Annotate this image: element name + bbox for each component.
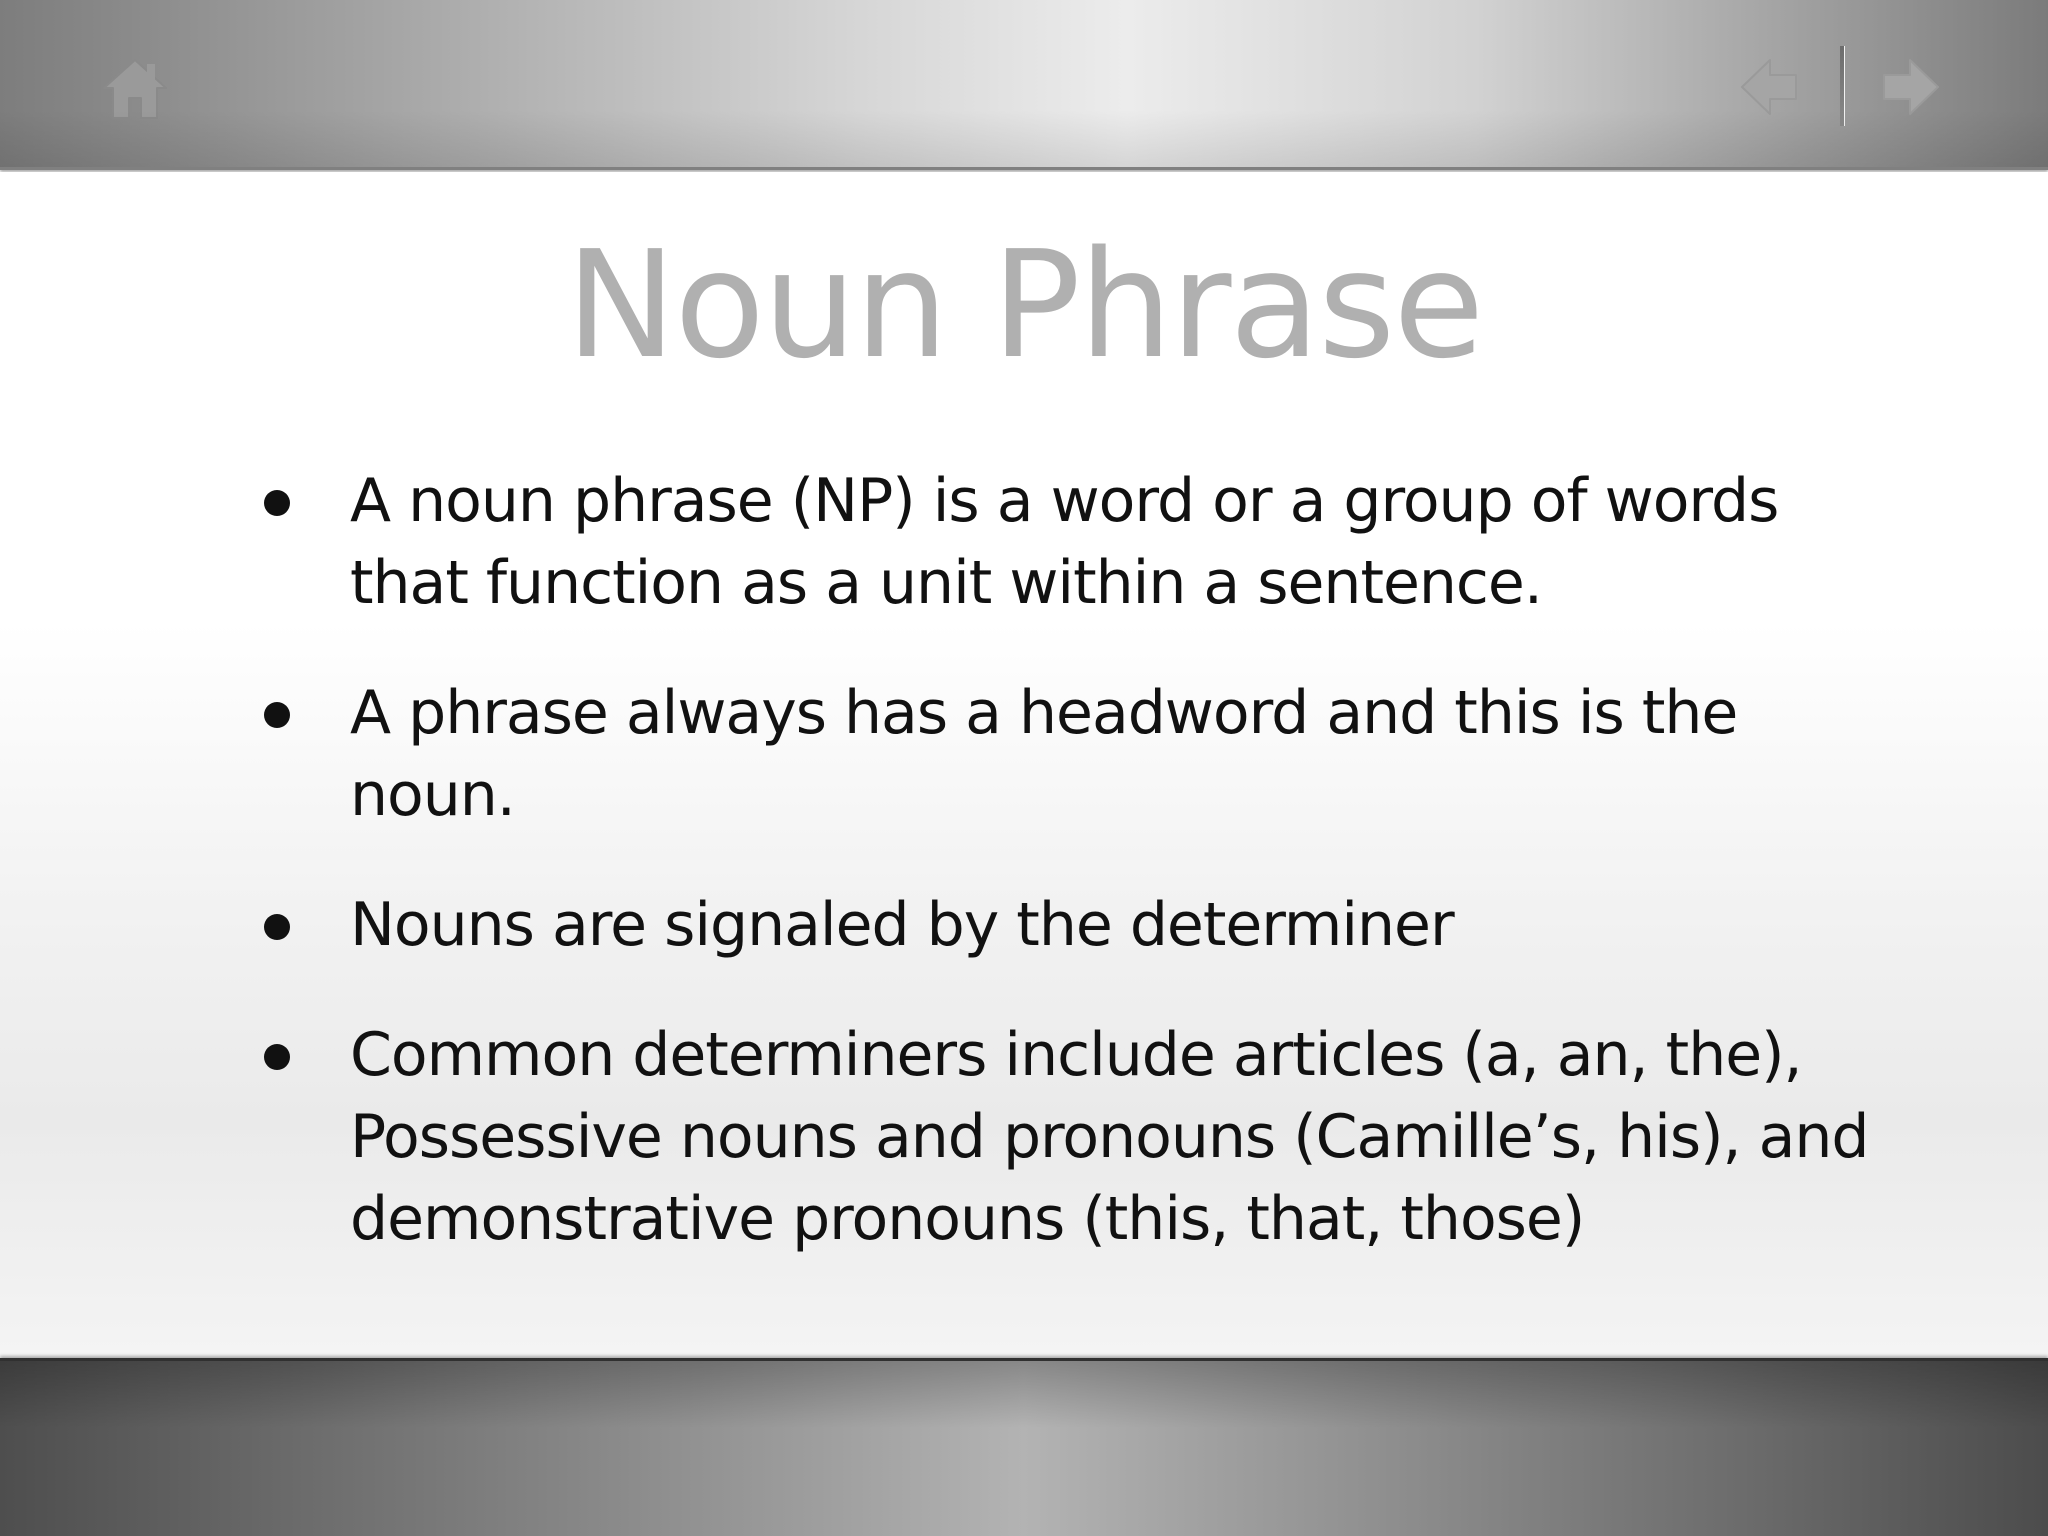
top-toolbar xyxy=(0,0,2048,170)
bullet-text: A phrase always has a headword and this is the noun. xyxy=(350,678,1738,830)
bullet-item xyxy=(258,460,1878,624)
arrow-left-icon xyxy=(1738,52,1800,122)
bullet-dot xyxy=(264,914,290,940)
bullet-dot xyxy=(264,490,290,516)
bullet-list xyxy=(258,460,1878,1308)
bullet-item xyxy=(258,884,1878,966)
slide-content xyxy=(0,172,2048,1358)
arrow-right-icon xyxy=(1880,52,1942,122)
slide-title: Noun Phrase xyxy=(565,219,1483,391)
nav-divider xyxy=(1840,46,1845,126)
bullet-dot xyxy=(264,702,290,728)
bottom-bar xyxy=(0,1358,2048,1536)
next-slide-button[interactable] xyxy=(1880,52,1942,122)
bullet-text: A noun phrase (NP) is a word or a group of words that function as a unit within a sentence. xyxy=(350,466,1779,618)
previous-slide-button[interactable] xyxy=(1738,52,1800,122)
home-icon xyxy=(100,56,170,122)
bullet-text: Common determiners include articles (a, an, the), Possessive nouns and pronouns (Camille’s, his), and demonstrative pronouns (this, that, those) xyxy=(350,1020,1869,1254)
bullet-item xyxy=(258,672,1878,836)
bullet-item xyxy=(258,1014,1878,1260)
bullet-dot xyxy=(264,1044,290,1070)
home-button[interactable] xyxy=(100,56,170,122)
bullet-text: Nouns are signaled by the determiner xyxy=(350,890,1454,960)
